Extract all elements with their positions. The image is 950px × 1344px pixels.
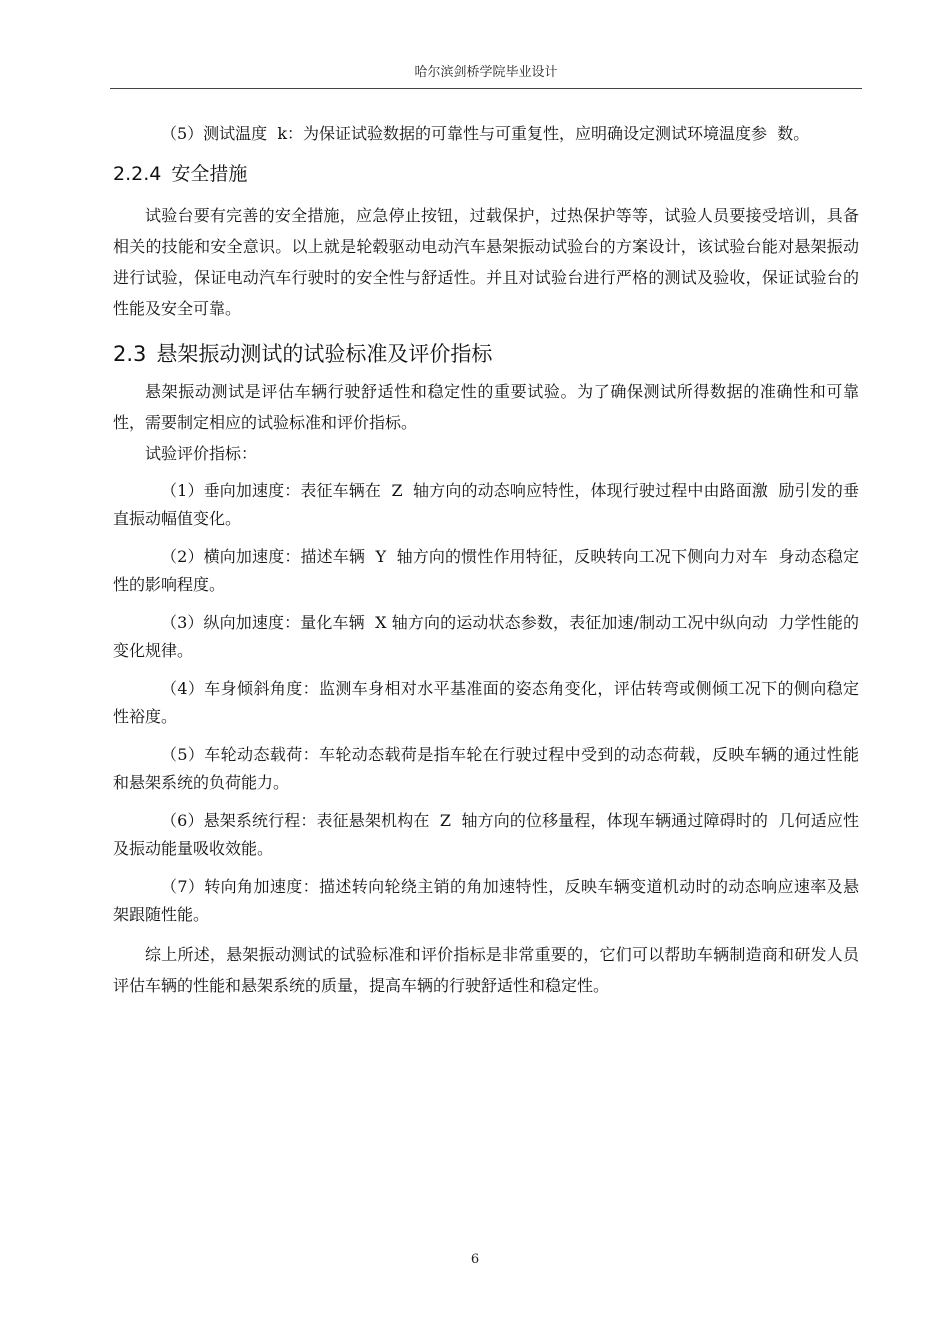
section-heading-2-3: [113, 338, 859, 370]
section-title: 安全措施: [171, 163, 248, 185]
indicators-label: 试验评价指标：: [145, 444, 258, 463]
indicator-item: （7）转向角加速度：描述转向轮绕主销的角加速特性，反映车辆变道机动时的动态响应速率及悬架跟随性能。: [113, 877, 859, 924]
indicator-item: （3）纵向加速度：量化车辆 X 轴方向的运动状态参数，表征加速/制动工况中纵向动 力学性能的变化规律。: [113, 613, 859, 660]
section-title: 悬架振动测试的试验标准及评价指标: [156, 342, 493, 366]
indicator-item: （4）车身倾斜角度：监测车身相对水平基准面的姿态角变化，评估转弯或侧倾工况下的侧向稳定性裕度。: [113, 679, 859, 726]
document-body: [113, 120, 859, 1001]
conclusion-paragraph: 综上所述，悬架振动测试的试验标准和评价指标是非常重要的，它们可以帮助车辆制造商和研发人员评估车辆的性能和悬架系统的质量，提高车辆的行驶舒适性和稳定性。: [113, 945, 859, 995]
page-number: 6: [470, 1252, 480, 1267]
intro-item: （5）测试温度 k：为保证试验数据的可靠性与可重复性，应明确设定测试环境温度参 数。: [161, 124, 810, 143]
header-title: 哈尔滨剑桥学院毕业设计: [414, 65, 558, 80]
section-number: 2.3: [113, 342, 147, 366]
page-header: [110, 62, 862, 89]
indicator-item: （2）横向加速度：描述车辆 Y 轴方向的惯性作用特征，反映转向工况下侧向力对车 身动态稳定性的影响程度。: [113, 547, 859, 594]
intro-paragraph: 悬架振动测试是评估车辆行驶舒适性和稳定性的重要试验。为了确保测试所得数据的准确性和可靠性，需要制定相应的试验标准和评价指标。: [113, 382, 859, 432]
safety-paragraph: 试验台要有完善的安全措施，应急停止按钮，过载保护，过热保护等等，试验人员要接受培训，具备相关的技能和安全意识。以上就是轮毂驱动电动汽车悬架振动试验台的方案设计，该试验台能对悬架振动进行试验，保证电动汽车行驶时的安全性与舒适性。并且对试验台进行严格的测试及验收，保证试验台的性能及安全可靠。: [113, 206, 859, 318]
indicator-item: （5）车轮动态载荷：车轮动态载荷是指车轮在行驶过程中受到的动态荷载，反映车辆的通过性能和悬架系统的负荷能力。: [113, 745, 859, 792]
indicator-item: （1）垂向加速度：表征车辆在 Z 轴方向的动态响应特性，体现行驶过程中由路面激 励引发的垂直振动幅值变化。: [113, 481, 859, 528]
section-heading-2-2-4: [113, 158, 859, 190]
indicator-item: （6）悬架系统行程：表征悬架机构在 Z 轴方向的位移量程，体现车辆通过障碍时的 几何适应性及振动能量吸收效能。: [113, 811, 859, 858]
section-number: 2.2.4: [113, 163, 162, 185]
